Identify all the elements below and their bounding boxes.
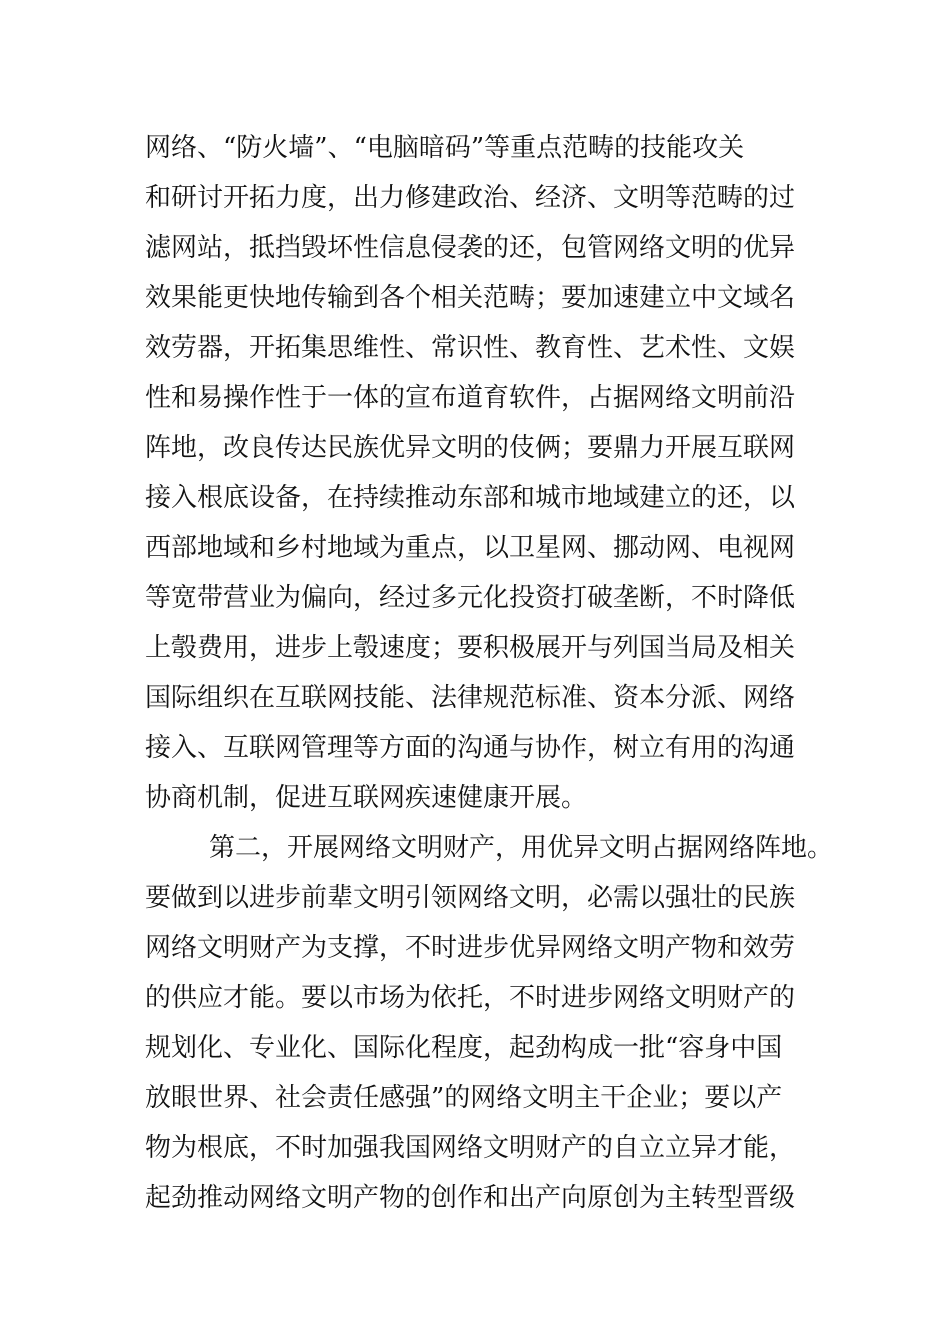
text-line: 的供应才能。要以市场为依托，不时进步网络文明财产的 bbox=[145, 983, 796, 1013]
text-line: 放眼世界、社会责任感强”的网络文明主干企业；要以产 bbox=[145, 1083, 783, 1113]
text-line: 物为根底，不时加强我国网络文明财产的自立立异才能， bbox=[145, 1133, 796, 1163]
text-line: 和研讨开拓力度，出力修建政治、经济、文明等范畴的过 bbox=[145, 183, 796, 213]
text-line: 协商机制，促进互联网疾速健康开展。 bbox=[145, 783, 588, 813]
text-line: 西部地域和乡村地域为重点，以卫星网、挪动网、电视网 bbox=[145, 533, 796, 563]
text-line: 网络、“防火墙”、“电脑暗码”等重点范畴的技能攻关 bbox=[145, 133, 745, 163]
text-line: 国际组织在互联网技能、法律规范标准、资本分派、网络 bbox=[145, 683, 796, 713]
paragraph-start-line: 第二，开展网络文明财产，用优异文明占据网络阵地。 bbox=[209, 833, 834, 863]
text-line: 效果能更快地传输到各个相关范畴；要加速建立中文域名 bbox=[145, 283, 796, 313]
text-line: 接入、互联网管理等方面的沟通与协作，树立有用的沟通 bbox=[145, 733, 796, 763]
text-line: 规划化、专业化、国际化程度，起劲构成一批“容身中国 bbox=[145, 1033, 783, 1063]
text-line: 接入根底设备，在持续推动东部和城市地域建立的还，以 bbox=[145, 483, 796, 513]
text-line: 性和易操作性于一体的宣布道育软件，占据网络文明前沿 bbox=[145, 383, 796, 413]
body-text bbox=[145, 123, 834, 1223]
text-line: 效劳器，开拓集思维性、常识性、教育性、艺术性、文娱 bbox=[145, 333, 796, 363]
text-line: 要做到以进步前辈文明引领网络文明，必需以强壮的民族 bbox=[145, 883, 796, 913]
text-line: 上彀费用，进步上彀速度；要积极展开与列国当局及相关 bbox=[145, 633, 796, 663]
text-line: 网络文明财产为支撑，不时进步优异网络文明产物和效劳 bbox=[145, 933, 796, 963]
text-line: 起劲推动网络文明产物的创作和出产向原创为主转型晋级 bbox=[145, 1183, 796, 1213]
text-line: 滤网站，抵挡毁坏性信息侵袭的还，包管网络文明的优异 bbox=[145, 233, 796, 263]
text-line: 等宽带营业为偏向，经过多元化投资打破垄断，不时降低 bbox=[145, 583, 796, 613]
text-line: 阵地，改良传达民族优异文明的伎俩；要鼎力开展互联网 bbox=[145, 433, 796, 463]
